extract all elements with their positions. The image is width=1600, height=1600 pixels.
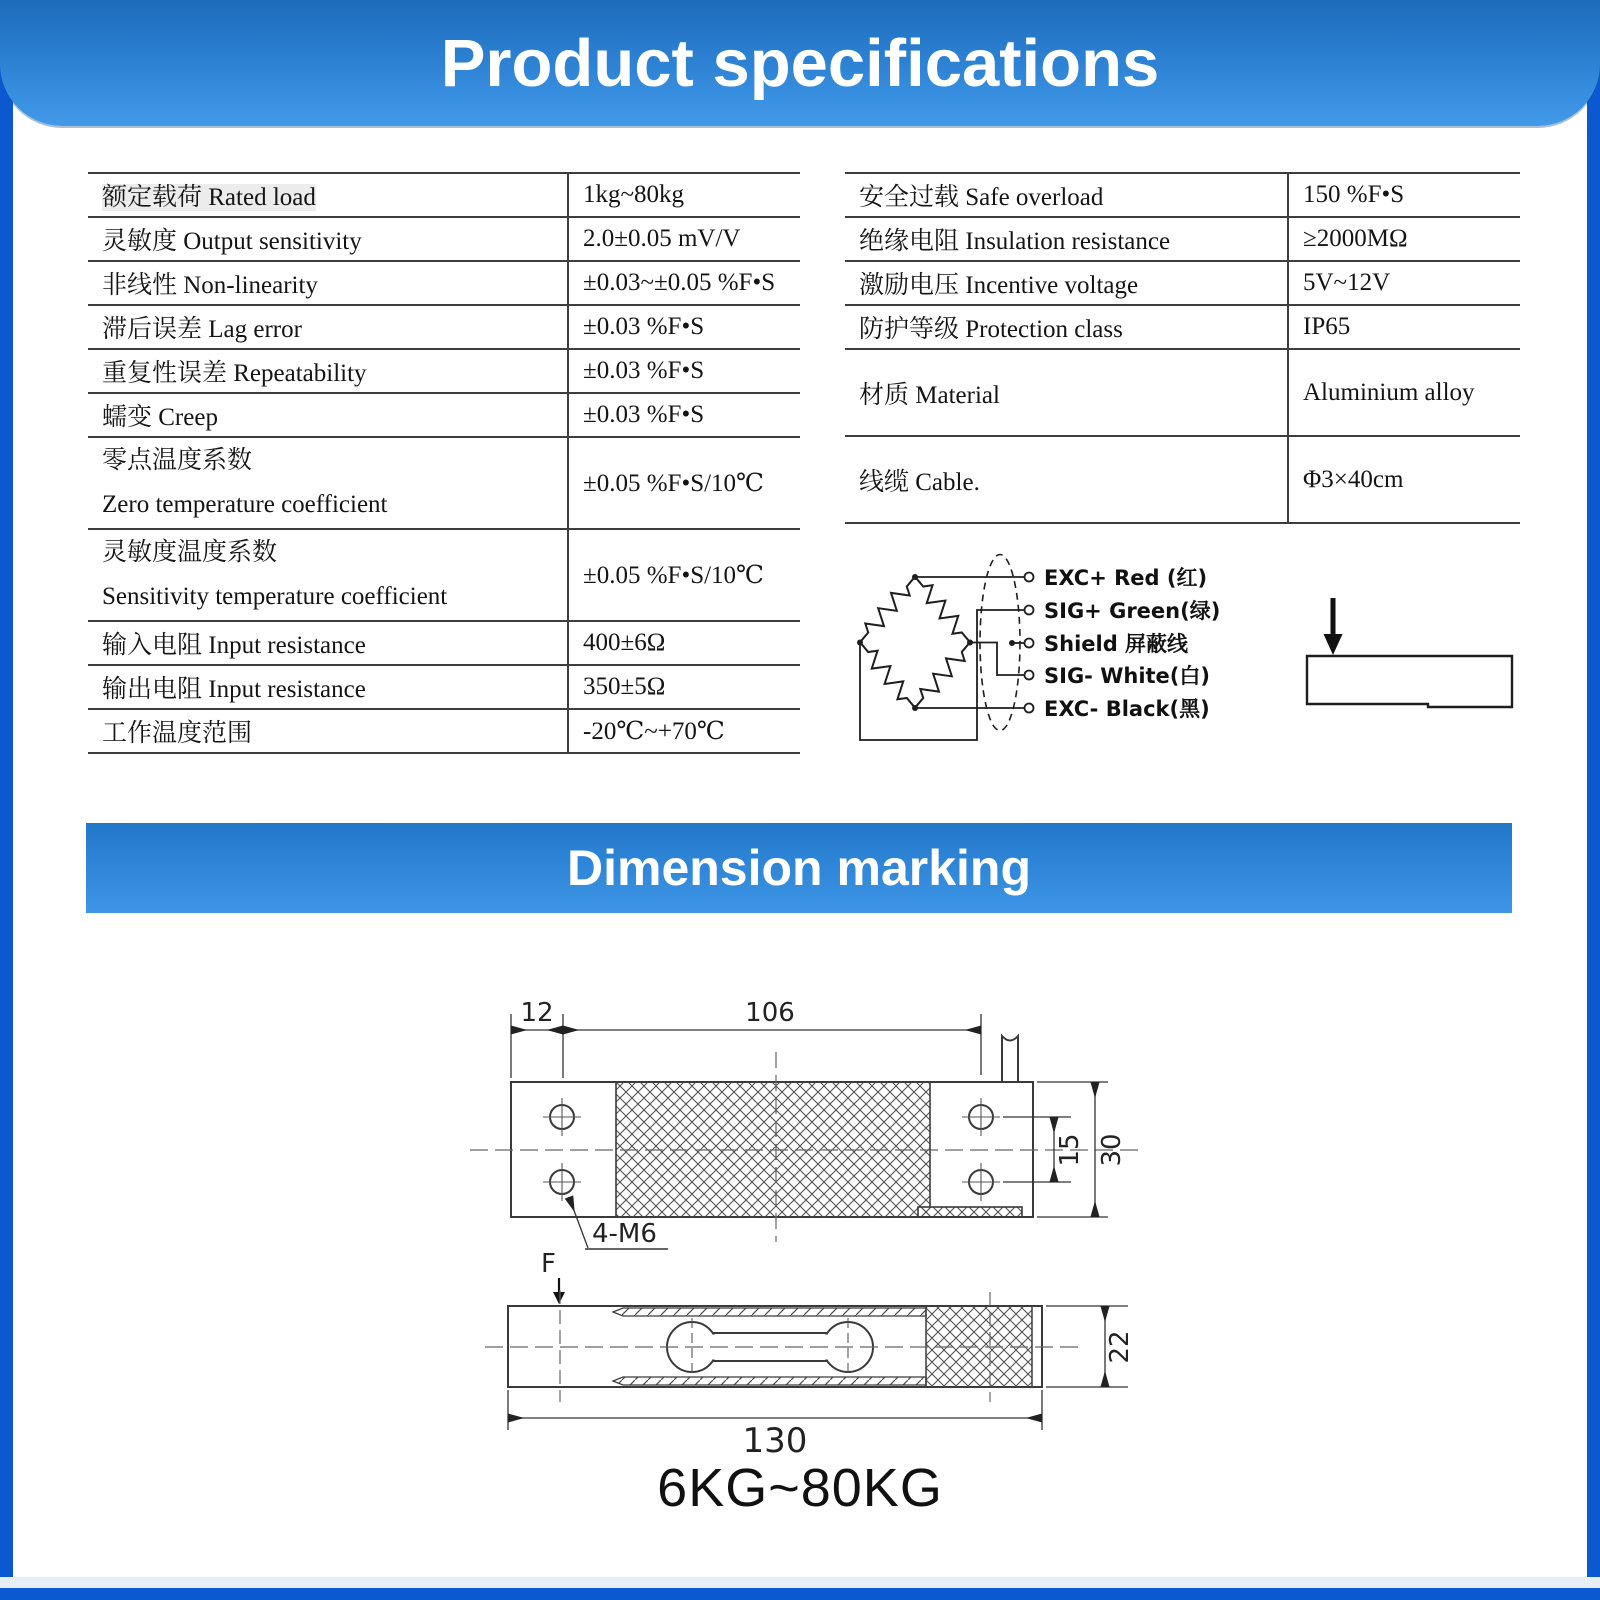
- dim-130-label: 130: [742, 1421, 808, 1461]
- bottom-border-bar: [0, 1588, 1600, 1600]
- spec-row: [88, 709, 800, 753]
- spec-value: 1kg~80kg: [568, 173, 800, 217]
- bridge-junction-dots: [857, 574, 973, 711]
- spec-label: 激励电压 Incentive voltage: [845, 261, 1288, 305]
- spec-row: [88, 665, 800, 709]
- spec-label: 重复性误差 Repeatability: [88, 349, 568, 393]
- spec-row: [845, 261, 1520, 305]
- header-banner: [0, 0, 1600, 126]
- spec-row: [88, 437, 800, 529]
- spec-row: [845, 349, 1520, 436]
- spec-label: 非线性 Non-linearity: [88, 261, 568, 305]
- dim-22-label: 22: [1105, 1330, 1135, 1364]
- spec-label: 灵敏度 Output sensitivity: [88, 217, 568, 261]
- cable-stub-icon: [1002, 1036, 1018, 1082]
- spec-label: 输入电阻 Input resistance: [88, 621, 568, 665]
- terminal-circles: [1025, 573, 1034, 713]
- spec-label: 额定载荷 Rated load: [88, 173, 568, 217]
- spec-label: 绝缘电阻 Insulation resistance: [845, 217, 1288, 261]
- bottom-light-strip: [0, 1577, 1600, 1588]
- top-view: [470, 998, 1140, 1304]
- dim-106-label: 106: [745, 998, 795, 1028]
- top-slot: [613, 1308, 926, 1316]
- capacity-range-label: 6KG~80KG: [657, 1458, 943, 1518]
- spec-row: [845, 173, 1520, 217]
- spec-row: [88, 529, 800, 621]
- spec-label: 防护等级 Protection class: [845, 305, 1288, 349]
- spec-value: Φ3×40cm: [1288, 436, 1520, 523]
- spec-row: [845, 436, 1520, 523]
- spec-row: [88, 217, 800, 261]
- spec-label: 材质 Material: [845, 349, 1288, 436]
- wire-label-exc-plus: EXC+ Red (红): [1044, 566, 1208, 590]
- wire-label-sig-minus: SIG- White(白): [1044, 664, 1210, 688]
- spec-table-right: [845, 172, 1520, 524]
- spec-table-left: [88, 172, 800, 754]
- spec-row: [88, 261, 800, 305]
- wire-label-shield: Shield 屏蔽线: [1044, 632, 1189, 656]
- left-border-bar: [0, 0, 13, 1600]
- spec-label: 蠕变 Creep: [88, 393, 568, 437]
- wire-label-exc-minus: EXC- Black(黑): [1044, 697, 1210, 721]
- dim-15-label: 15: [1055, 1133, 1085, 1167]
- right-border-bar: [1587, 0, 1600, 1600]
- overload-gap-strip: [918, 1207, 1022, 1217]
- force-arrow-head: [553, 1292, 565, 1304]
- spec-row: [88, 349, 800, 393]
- spec-value: ±0.03 %F•S: [568, 393, 800, 437]
- spec-row: [88, 305, 800, 349]
- bottom-slot: [613, 1377, 926, 1385]
- dim-12-label: 12: [520, 998, 554, 1028]
- spec-row: [88, 621, 800, 665]
- wiring-diagram: [840, 530, 1530, 775]
- dimension-drawing: [440, 990, 1160, 1530]
- spec-label: 安全过载 Safe overload: [845, 173, 1288, 217]
- spec-value: 2.0±0.05 mV/V: [568, 217, 800, 261]
- spec-value: ≥2000MΩ: [1288, 217, 1520, 261]
- spec-value: ±0.03 %F•S: [568, 305, 800, 349]
- spec-value: 350±5Ω: [568, 665, 800, 709]
- shield-tap-dot: [1009, 640, 1015, 646]
- spec-value: 150 %F•S: [1288, 173, 1520, 217]
- spec-value: 400±6Ω: [568, 621, 800, 665]
- spec-label: 输出电阻 Input resistance: [88, 665, 568, 709]
- wire-label-sig-plus: SIG+ Green(绿): [1044, 599, 1221, 623]
- spec-value: -20℃~+70℃: [568, 709, 800, 753]
- spec-value: ±0.03~±0.05 %F•S: [568, 261, 800, 305]
- dim-30-label: 30: [1097, 1133, 1127, 1167]
- spec-row: [88, 393, 800, 437]
- spec-label: 滞后误差 Lag error: [88, 305, 568, 349]
- spec-value: ±0.05 %F•S/10℃: [568, 437, 800, 529]
- force-label: F: [541, 1249, 556, 1279]
- spec-label: 零点温度系数 Zero temperature coefficient: [88, 437, 568, 529]
- spec-label: 线缆 Cable.: [845, 436, 1288, 523]
- spec-value: ±0.05 %F•S/10℃: [568, 529, 800, 621]
- spec-value: ±0.03 %F•S: [568, 349, 800, 393]
- spec-row: [845, 305, 1520, 349]
- section-banner: [86, 823, 1512, 913]
- spec-row: [88, 173, 800, 217]
- spec-value: 5V~12V: [1288, 261, 1520, 305]
- spec-row: [845, 217, 1520, 261]
- spec-label: 工作温度范围: [88, 709, 568, 753]
- loadcell-profile-icon: [1307, 656, 1512, 707]
- spec-value: Aluminium alloy: [1288, 349, 1520, 436]
- force-arrow-icon: [1324, 598, 1343, 655]
- spec-value: IP65: [1288, 305, 1520, 349]
- wheatstone-bridge-icon: [854, 571, 977, 713]
- section-title: Dimension marking: [567, 840, 1031, 896]
- spec-label: 灵敏度温度系数 Sensitivity temperature coefficient: [88, 529, 568, 621]
- page-title: Product specifications: [440, 25, 1160, 101]
- thread-label: 4-M6: [592, 1219, 657, 1249]
- side-view: [485, 1290, 1135, 1461]
